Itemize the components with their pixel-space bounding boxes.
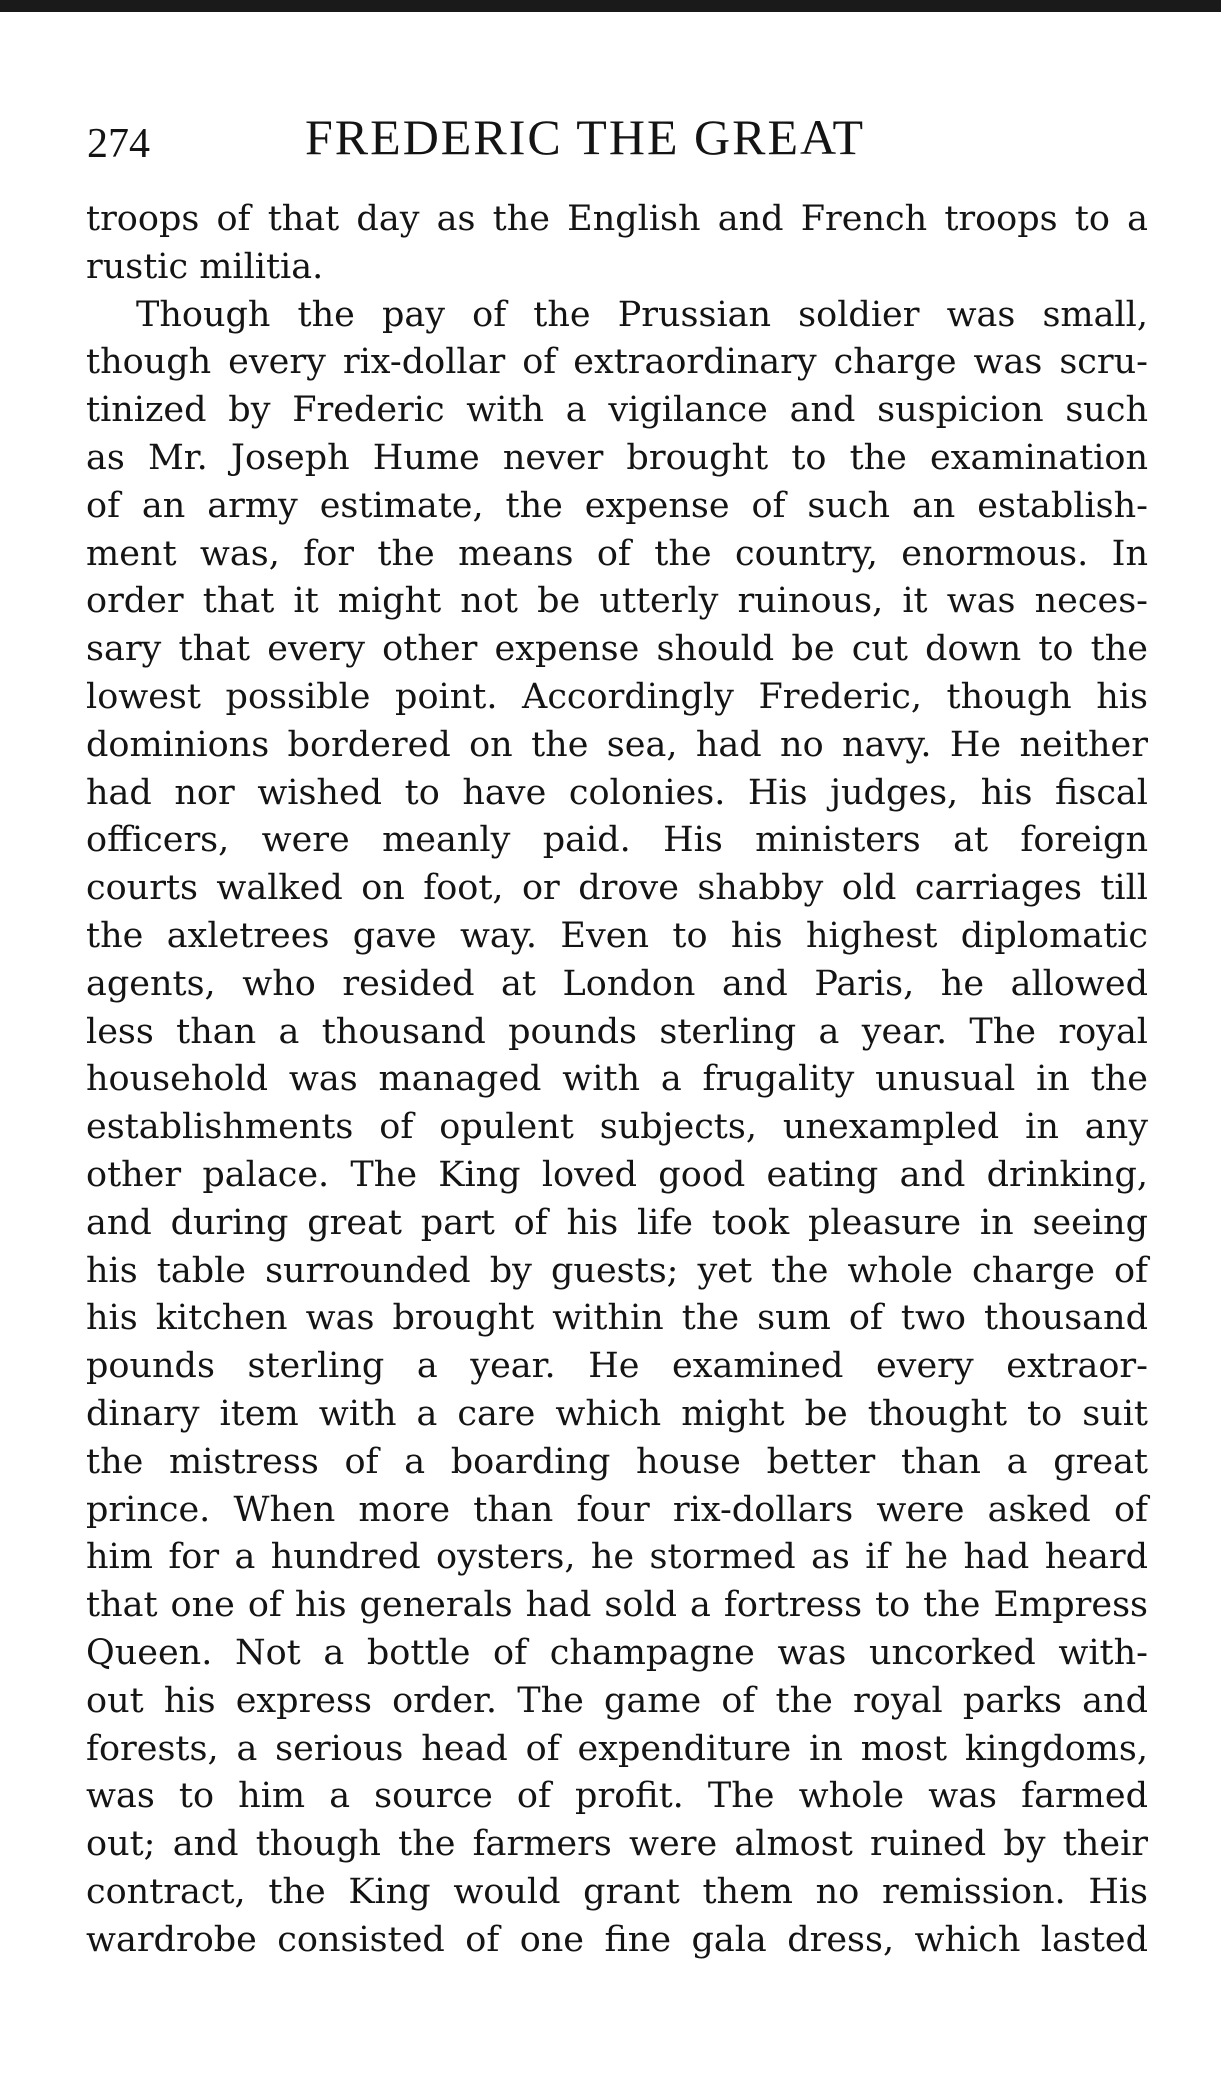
text-line: contract, the King would grant them no remission. His xyxy=(86,1871,1148,1912)
text-line: and during great part of his life took pleasure in seeing xyxy=(86,1202,1148,1243)
text-line: pounds sterling a year. He examined every extraor- xyxy=(86,1346,1148,1387)
text-line: was to him a source of profit. The whole was farmed xyxy=(86,1776,1148,1817)
running-title: FREDERIC THE GREAT xyxy=(305,109,866,165)
text-line: troops of that day as the English and French troops to a xyxy=(86,199,1148,239)
text-line: ment was, for the means of the country, enormous. In xyxy=(86,533,1148,574)
text-line: lowest possible point. Accordingly Frederic, though his xyxy=(86,676,1148,717)
page-number: 274 xyxy=(87,121,150,167)
text-line: had nor wished to have colonies. His judges, his fiscal xyxy=(86,772,1148,813)
text-line xyxy=(86,1964,1148,2012)
top-border-rule xyxy=(0,0,1221,12)
body-text xyxy=(86,196,1148,2012)
text-line: the mistress of a boarding house better than a great xyxy=(86,1441,1148,1482)
text-line: other palace. The King loved good eating and drinking, xyxy=(86,1154,1148,1195)
text-line: sary that every other expense should be cut down to the xyxy=(86,629,1148,670)
text-line: prince. When more than four rix-dollars were asked of xyxy=(86,1489,1148,1530)
text-line: the axletrees gave way. Even to his highest diplomatic xyxy=(86,915,1148,956)
text-line: his kitchen was brought within the sum of two thousand xyxy=(86,1298,1148,1339)
text-line: of an army estimate, the expense of such an establish- xyxy=(86,485,1148,526)
text-line: his table surrounded by guests; yet the whole charge of xyxy=(86,1250,1148,1291)
text-line: rustic militia. xyxy=(86,246,324,287)
text-line: order that it might not be utterly ruinous, it was neces- xyxy=(86,581,1148,622)
text-line: tinized by Frederic with a vigilance and suspicion such xyxy=(86,390,1148,431)
text-line: household was managed with a frugality unusual in the xyxy=(86,1059,1148,1100)
text-line: dominions bordered on the sea, had no navy. He neither xyxy=(86,724,1148,765)
text-line: dinary item with a care which might be thought to suit xyxy=(86,1393,1148,1434)
text-line: Queen. Not a bottle of champagne was uncorked with- xyxy=(86,1632,1148,1673)
text-line: though every rix-dollar of extraordinary charge was scru- xyxy=(86,342,1148,383)
text-line: agents, who resided at London and Paris, he allowed xyxy=(86,963,1148,1004)
text-line: wardrobe consisted of one fine gala dress, which lasted xyxy=(86,1919,1148,1960)
text-line: officers, were meanly paid. His ministers at foreign xyxy=(86,820,1148,861)
text-line: as Mr. Joseph Hume never brought to the examination xyxy=(86,437,1148,478)
text-line: out; and though the farmers were almost ruined by their xyxy=(86,1824,1148,1865)
text-line: him for a hundred oysters, he stormed as if he had heard xyxy=(86,1537,1148,1578)
text-line: Though the pay of the Prussian soldier was small, xyxy=(136,294,1148,335)
text-line: out his express order. The game of the royal parks and xyxy=(86,1680,1148,1721)
text-line: courts walked on foot, or drove shabby old carriages till xyxy=(86,868,1148,909)
text-line: less than a thousand pounds sterling a year. The royal xyxy=(86,1011,1148,1052)
running-head xyxy=(87,108,1147,178)
text-line: that one of his generals had sold a fortress to the Empress xyxy=(86,1585,1148,1626)
text-line: establishments of opulent subjects, unexampled in any xyxy=(86,1107,1148,1148)
text-line: forests, a serious head of expenditure in most kingdoms, xyxy=(86,1728,1148,1769)
